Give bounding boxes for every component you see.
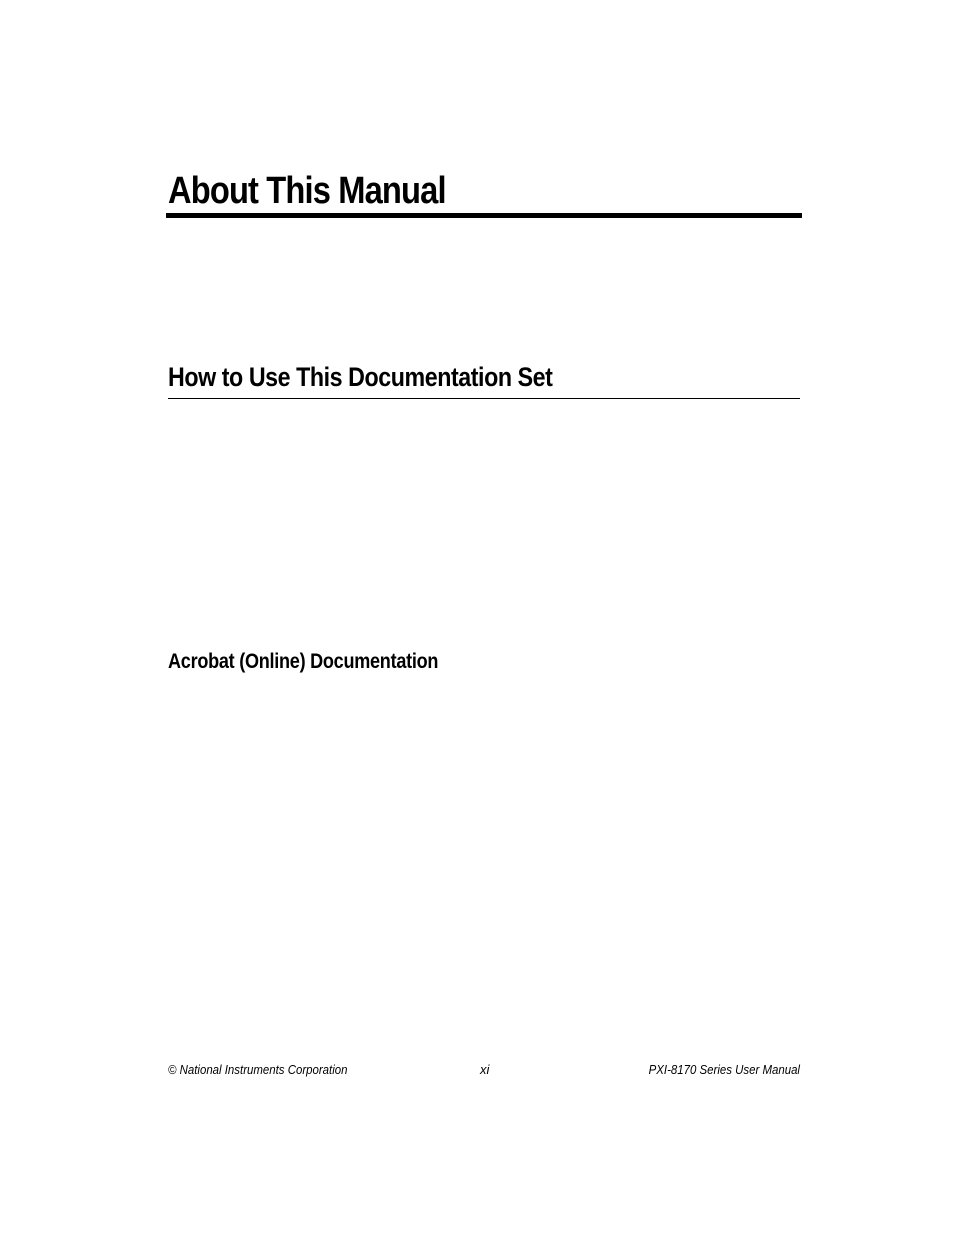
footer-manual-title: PXI-8170 Series User Manual xyxy=(648,1062,800,1077)
section-title-rule xyxy=(168,398,800,399)
footer-page-number: xi xyxy=(480,1062,490,1077)
chapter-title: About This Manual xyxy=(168,170,446,212)
footer-copyright: © National Instruments Corporation xyxy=(168,1062,348,1077)
section-title-documentation-set: How to Use This Documentation Set xyxy=(168,362,553,392)
subsection-title-acrobat-documentation: Acrobat (Online) Documentation xyxy=(168,650,439,673)
chapter-title-rule xyxy=(166,213,802,218)
